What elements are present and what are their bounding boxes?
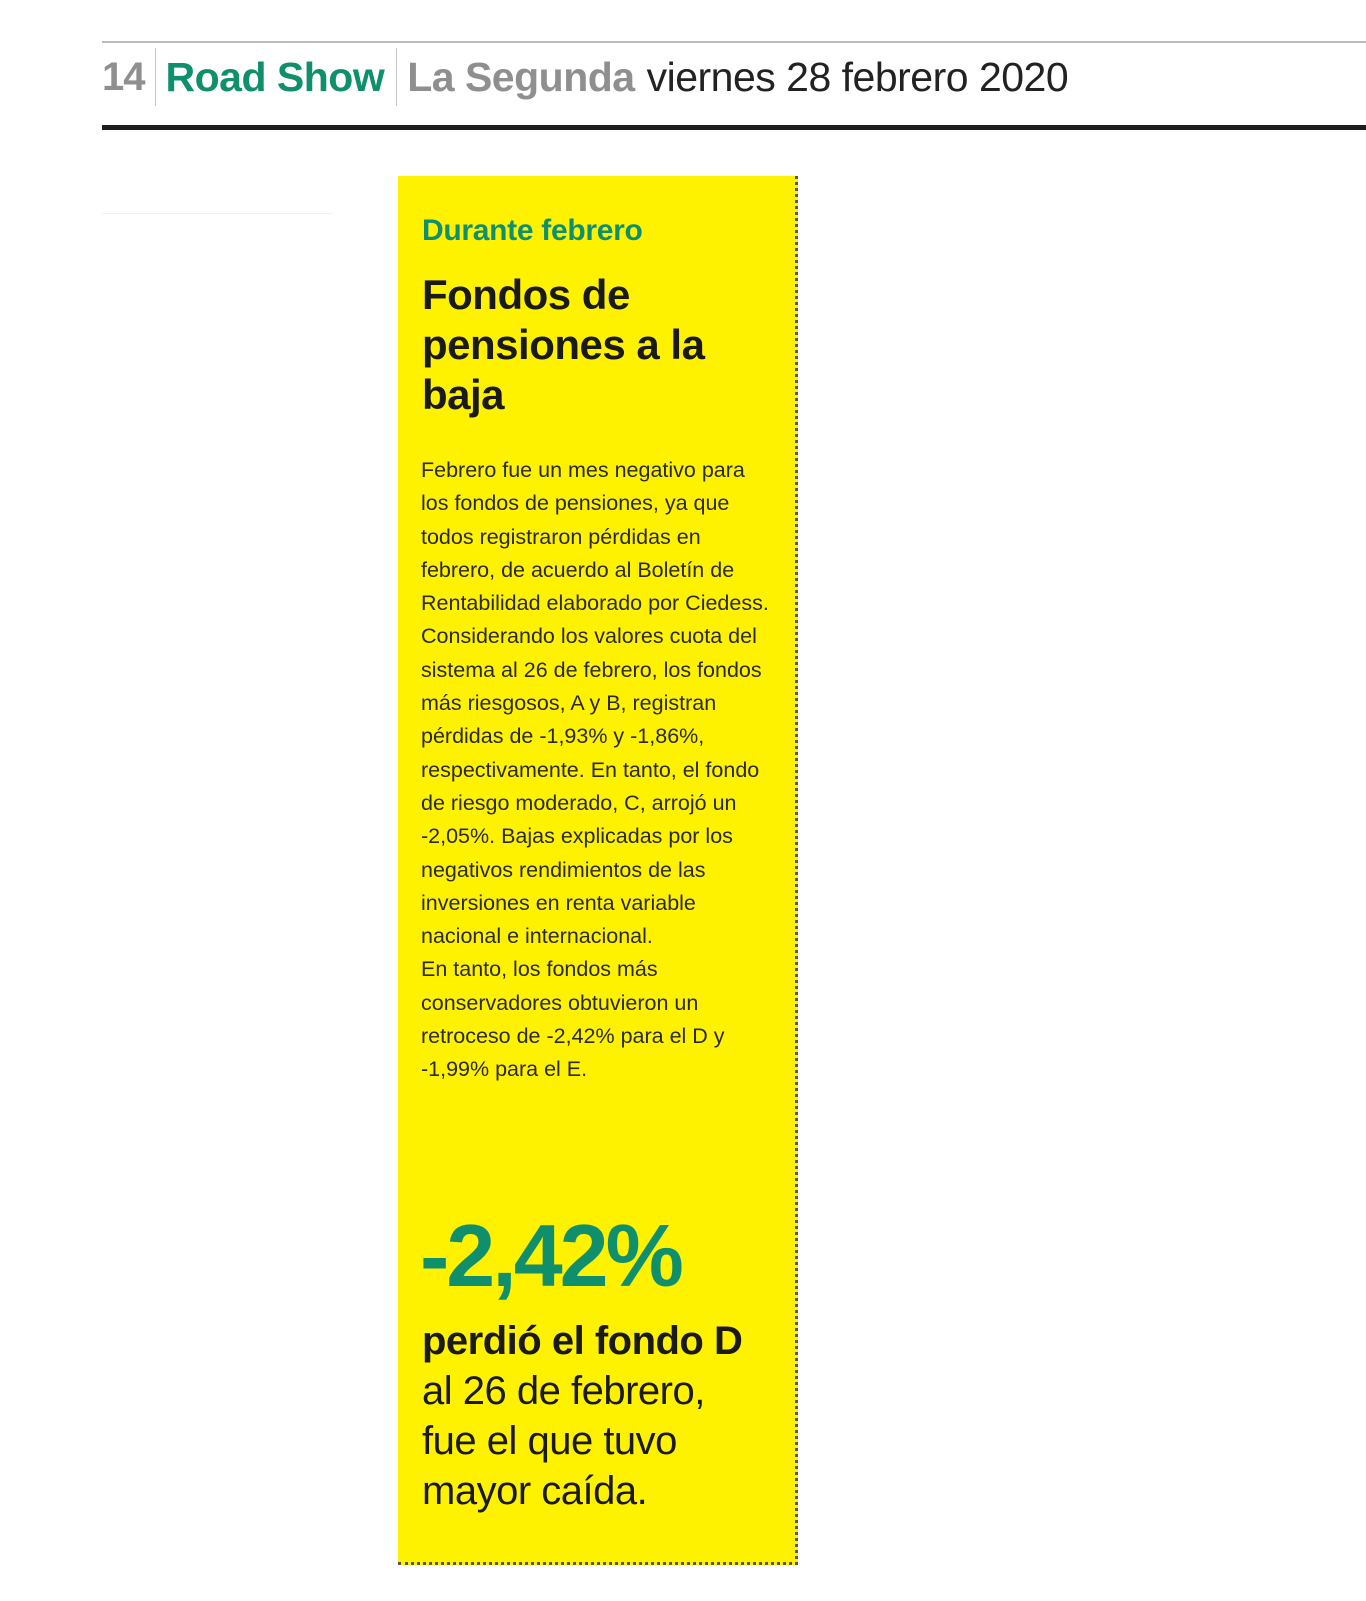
section-name: Road Show	[165, 53, 385, 100]
article-paragraph: En tanto, los fondos más conservadores obtuvieron un retroceso de -2,42% para el D y -1,99% para el E.	[421, 957, 725, 1082]
masthead-bottom-rule	[102, 125, 1366, 130]
masthead	[102, 48, 1068, 106]
article-kicker: Durante febrero	[422, 214, 643, 247]
newspaper-name: La Segunda	[407, 53, 635, 100]
masthead-top-rule	[102, 41, 1366, 43]
page-number: 14	[102, 54, 145, 99]
masthead-separator	[155, 48, 156, 106]
faint-divider	[102, 213, 332, 214]
article-body	[421, 454, 773, 1087]
article-box	[398, 176, 798, 1565]
masthead-separator	[396, 48, 397, 106]
article-headline: Fondos de pensiones a la baja	[422, 271, 705, 418]
highlight-caption-line: al 26 de febrero,	[422, 1369, 705, 1413]
issue-date: viernes 28 febrero 2020	[646, 53, 1069, 100]
highlight-caption-line: fue el que tuvo	[422, 1419, 677, 1463]
article-paragraph: Febrero fue un mes negativo para los fondos de pensiones, ya que todos registraron pérdidas en febrero, de acuerdo al Boletín de Rentabilidad elaborado por Ciedess. Considerando los valores cuota del sistema al 26 de febrero, los fondos más riesgosos, A y B, registran pérdidas de -1,93% y -1,86%, respectivamente. En tanto, el fondo de riesgo moderado, C, arrojó un -2,05%. Bajas explicadas por los negativos rendimientos de las inversiones en renta variable nacional e internacional.	[421, 458, 769, 949]
highlight-caption	[422, 1366, 762, 1516]
highlight-value: -2,42%	[420, 1206, 681, 1305]
highlight-lead: perdió el fondo D	[422, 1319, 743, 1363]
highlight-caption-line: mayor caída.	[422, 1469, 648, 1513]
